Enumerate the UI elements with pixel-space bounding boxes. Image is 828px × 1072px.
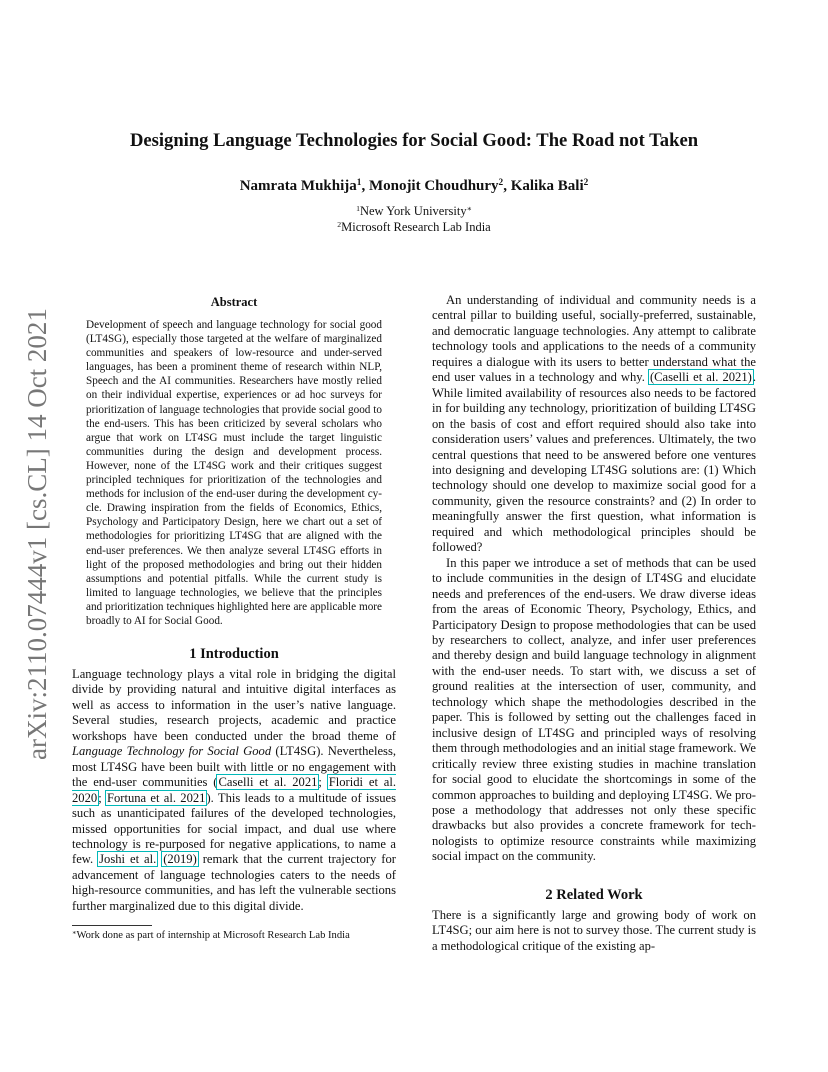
citation-link[interactable]: Floridi et al. 2020 (72, 775, 397, 805)
author-list: Namrata Mukhija$^1$, Monojit Choudhury$^2$, Kalika Bali$^2$ (239, 177, 589, 194)
citation-link[interactable]: Joshi et al. (99, 852, 157, 867)
affiliation: $^2$Microsoft Research Lab India (337, 219, 491, 234)
emphasis-term: Language Technology for Social Good (72, 744, 272, 759)
citation-link[interactable]: Caselli et al. 2021 (218, 775, 318, 790)
arxiv-stamp: arXiv:2110.07444v1 [cs.CL] 14 Oct 2021 (22, 308, 52, 760)
paper-title: Designing Language Technologies for Social Good: The Road not Taken (129, 130, 699, 151)
author-name: Namrata Mukhija (239, 178, 357, 194)
related-work-paragraph: There is a significantly large and growing body of work on LT4SG; our aim here is not to survey those. The current study is a methodological critique of the existing ap- (432, 908, 756, 953)
body-paragraph: In this paper we introduce a set of methods that can be used to include communities in the design of LT4SG and elucidate needs and preferences of the end-users. We draw diverse ideas from the areas of Economic Theory, Psychology, Ethics, and Participatory Design to propose methodologies that can be used by researchers to collect, analyze, and infer user preferences and thereby design and build language technology in alignment with the end-user needs. To start with, we discuss a set of ground realities at the intersection of user, community, and technology which shape the methodologies described in the paper. This is followed by setting out the challenges faced in inclusive design of LT4SG and principled ways of resolving them through methodologies and an initial stage framework. We critically review three existing studies in machine translation for social good to elucidate the shortcomings in some of the common approaches to building and deploying LT4SG. We propose a methodology that addresses not only these specific drawbacks but also provides a concrete framework for technologists to optimize resource constraints while maximizing social impact on the community. (432, 555, 756, 864)
citation-link[interactable]: (Caselli et al. 2021) (649, 370, 752, 385)
footnote: ∗Work done as part of internship at Microsoft Research Lab India (72, 929, 350, 941)
abstract-heading: Abstract (210, 295, 258, 309)
affiliation: $^1$New York University∗ (356, 203, 472, 218)
citation-link[interactable]: (2019) (163, 852, 197, 867)
author-name: Kalika Bali (510, 178, 584, 194)
footnote-divider (72, 925, 152, 926)
author-affil-mark: 2 (498, 177, 504, 188)
introduction-paragraph: Language technology plays a vital role in bridging the digital divide by providing natural and intuitive digital interfaces as well as access to information in the user’s native language. Several studies, research projects, academic and practice workshops have been conducted under the broad theme of Language Technology for Social Good (LT4SG). Nevertheless, most LT4SG have been built with little or no engagement with the end-user communities (Caselli et al. 2021; Floridi et al. 2020; Fortuna et al. 2021). This leads to a multitude of issues such as unanticipated failures of the developed technologies, missed opportunities for social impact, and dual use where technology is re-purposed for negative applications, to name a few. Joshi et al. (2019) remark that the current trajectory for advancement of language technologies caters to the needs of high-resource communities, and has left the vulnerable sections further marginalized due to this digital divide. (72, 667, 397, 913)
author-affil-mark: 2 (583, 177, 589, 188)
author-affil-mark: 1 (356, 177, 362, 188)
body-paragraph: An understanding of individual and community needs is a central pillar to building useful, socially-preferred, sustainable, and democratic language technologies. Any attempt to calibrate technology tools and applications to the needs of a community requires a dialogue with its users to better understand what the end user values in a technology and why. (Caselli et al. 2021). While limited availability of resources also needs to be factored in for building any technology, prioritization of building LT4SG on the basis of cost and effort required should also take into consideration users’ values and preferences. Ultimately, the two central questions that need to be answered before one ventures into designing and developing LT4SG solutions are: (1) Which technology should one develop to maximize social good for a community, given the resource constraints? and (2) In order to meaningfully answer the first question, what information is required and which methodological principles should be followed? (432, 293, 756, 555)
abstract-text: Development of speech and language technology for social good (LT4SG), especially those targeted at the welfare of marginalized communities and speakers of low-resource and under-served languages, has been a prominent theme of research within NLP, Speech and the AI communities. Researchers have mostly relied on their individual expertise, experiences or ad hoc surveys for prioritization of language technologies that provide social good to the end-users. This has been criticized by several scholars who argue that work on LT4SG must include the target linguistic communities during the design and development process. However, none of the LT4SG work and their critiques suggest principled techniques for prioritization of the technologies and methods for inclusion of the end-user during the development cycle. Drawing inspiration from the fields of Economics, Ethics, Psychology and Participatory Design, here we chart out a set of methodologies for prioritizing LT4SG that are aligned with the end-user preferences. We then analyze several LT4SG efforts in light of the proposed methodologies and bring out their hidden assumptions and potential pitfalls. While the current study is limited to language technologies, we believe that the principles and prioritization techniques highlighted here are applicable more broadly to AI for Social Good. (86, 319, 382, 627)
section-heading-introduction: 1 Introduction (189, 646, 279, 662)
author-name: Monojit Choudhury (368, 178, 499, 194)
citation-link[interactable]: Fortuna et al. 2021 (106, 790, 206, 805)
section-heading-related-work: 2 Related Work (545, 887, 643, 903)
right-column-body (432, 293, 756, 865)
